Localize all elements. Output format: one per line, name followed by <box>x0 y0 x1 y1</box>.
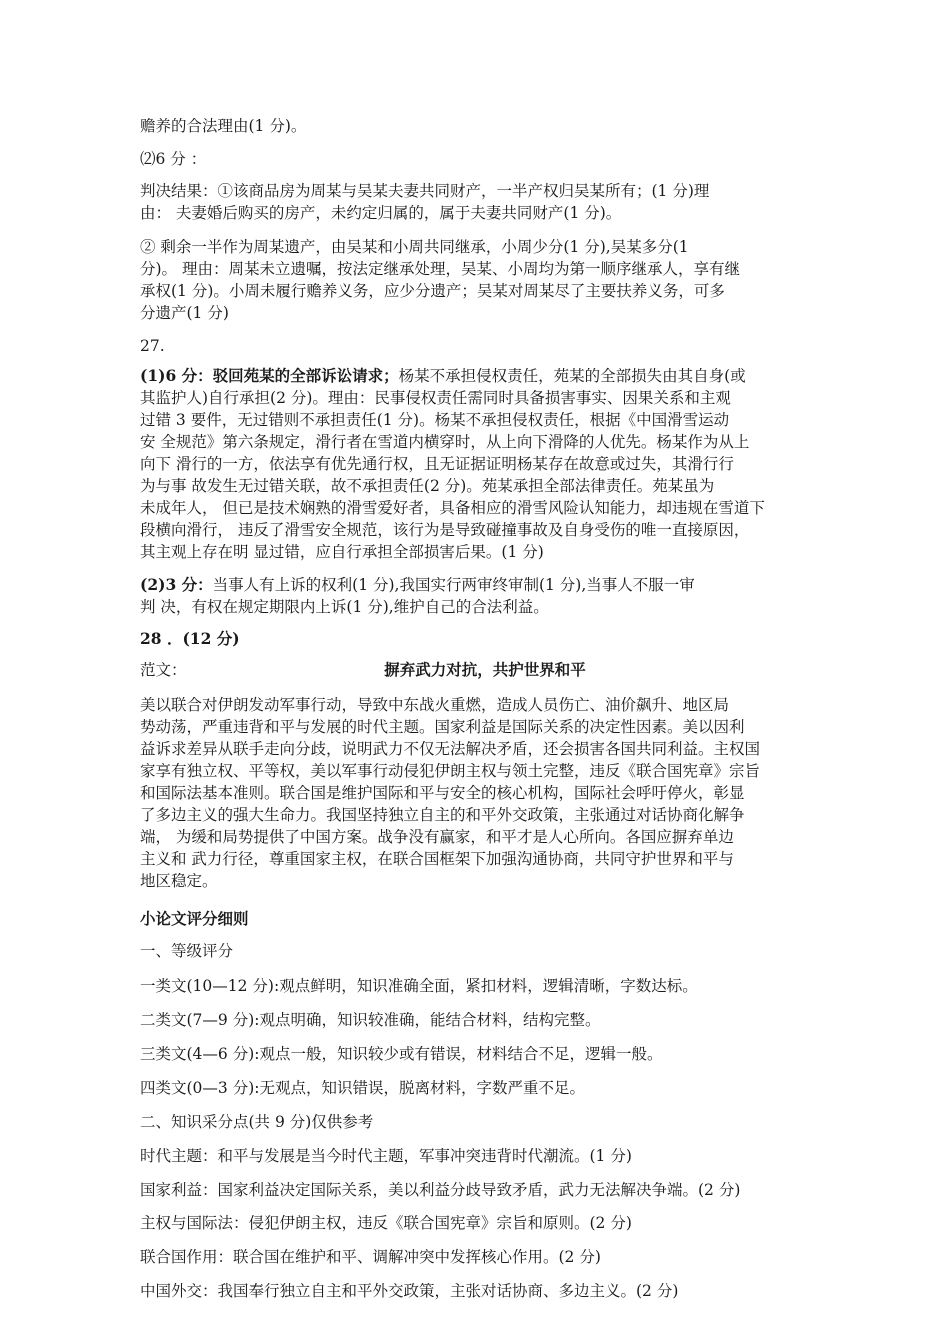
text-line: 三类文(4—6 分):观点一般，知识较少或有错误，材料结合不足，逻辑一般。 <box>140 1045 663 1063</box>
text-line: 四类文(0—3 分):无观点，知识错误，脱离材料，字数严重不足。 <box>140 1079 585 1097</box>
text-line: 家享有独立权、平等权，美以军事行动侵犯伊朗主权与领土完整，违反《联合国宪章》宗旨 <box>140 762 761 780</box>
text-line: 分遗产(1 分) <box>140 304 229 322</box>
text-line: 为与事 故发生无过错关联，故不承担责任(2 分)。苑某承担全部法律责任。苑某虽为 <box>140 477 715 495</box>
text-line: 段横向滑行， 违反了滑雪安全规范，该行为是导致碰撞事故及自身受伤的唯一直接原因， <box>140 521 750 539</box>
text-line: 安 全规范》第六条规定，滑行者在雪道内横穿时，从上向下滑降的人优先。杨某作为从上 <box>140 433 750 451</box>
text-line: 主义和 武力行径，尊重国家主权，在联合国框架下加强沟通协商，共同守护世界和平与 <box>140 850 734 868</box>
question-number: 27. <box>140 337 165 355</box>
text-line: 过错 3 要件，无过错则不承担责任(1 分)。杨某不承担侵权责任，根据《中国滑雪运动 <box>140 411 730 429</box>
text-line: 国家利益：国家利益决定国际关系，美以利益分歧导致矛盾，武力无法解决争端。(2 分) <box>140 1181 741 1199</box>
text-line: 端， 为缓和局势提供了中国方案。战争没有赢家，和平才是人心所向。各国应摒弃单边 <box>140 828 734 846</box>
text-line: 时代主题：和平与发展是当今时代主题，军事冲突违背时代潮流。(1 分) <box>140 1147 632 1165</box>
section-heading: 小论文评分细则 <box>140 909 249 928</box>
text-line: 和国际法基本准则。联合国是维护国际和平与安全的核心机构，国际社会呼吁停火，彰显 <box>140 784 745 802</box>
text-line: 中国外交：我国奉行独立自主和平外交政策，主张对话协商、多边主义。(2 分) <box>140 1282 679 1300</box>
text-line: 二、知识采分点(共 9 分)仅供参考 <box>140 1113 374 1131</box>
essay-title: 摒弃武力对抗，共护世界和平 <box>384 660 586 679</box>
text-line: 一、等级评分 <box>140 942 234 960</box>
text-line: ② 剩余一半作为周某遗产，由吴某和小周共同继承，小周少分(1 分),吴某多分(1 <box>140 238 689 256</box>
text-line: 向下 滑行的一方，依法享有优先通行权，且无证据证明杨某存在故意或过失，其滑行行 <box>140 455 734 473</box>
text-line: 由： 夫妻婚后购买的房产，未约定归属的，属于夫妻共同财产(1 分)。 <box>140 204 622 222</box>
text-line: 二类文(7—9 分):观点明确，知识较准确，能结合材料，结构完整。 <box>140 1011 601 1029</box>
text-line: ⑵6 分 ： <box>140 150 207 168</box>
text-line: 美以联合对伊朗发动军事行动，导致中东战火重燃，造成人员伤亡、油价飙升、地区局 <box>140 696 730 714</box>
text-line: 势动荡，严重违背和平与发展的时代主题。国家利益是国际关系的决定性因素。美以因利 <box>140 718 745 736</box>
bold-lead: (1)6 分：驳回苑某的全部诉讼请求； <box>140 366 399 385</box>
text-line: 联合国作用：联合国在维护和平、调解冲突中发挥核心作用。(2 分) <box>140 1248 601 1266</box>
text-line: 其主观上存在明 显过错，应自行承担全部损害后果。(1 分) <box>140 543 544 561</box>
text-line: 益诉求差异从联手走向分歧，说明武力不仅无法解决矛盾，还会损害各国共同利益。主权国 <box>140 740 761 758</box>
text-tail: 当事人有上诉的权利(1 分),我国实行两审终审制(1 分),当事人不服一审 <box>212 576 695 594</box>
text-line: 承权(1 分)。小周未履行赡养义务，应少分遗产；吴某对周某尽了主要扶养义务，可多 <box>140 282 725 300</box>
text-line: 地区稳定。 <box>140 872 218 890</box>
text-tail: 杨某不承担侵权责任，苑某的全部损失由其自身(或 <box>398 367 746 385</box>
text-line: 判 决，有权在规定期限内上诉(1 分),维护自己的合法利益。 <box>140 598 549 616</box>
text-line: 未成年人， 但已是技术娴熟的滑雪爱好者，具备相应的滑雪风险认知能力，却违规在雪道下 <box>140 499 765 517</box>
text-line: 主权与国际法：侵犯伊朗主权，违反《联合国宪章》宗旨和原则。(2 分) <box>140 1214 632 1232</box>
text-line: 一类文(10—12 分):观点鲜明，知识准确全面，紧扣材料，逻辑清晰，字数达标。 <box>140 977 698 995</box>
bold-lead: (2)3 分： <box>140 575 213 594</box>
text-line: 了多边主义的强大生命力。我国坚持独立自主的和平外交政策，主张通过对话协商化解争 <box>140 806 745 824</box>
question-number: 28 ．(12 分) <box>140 629 240 648</box>
text-line <box>140 574 830 596</box>
text-line <box>140 365 830 387</box>
text-line: 赡养的合法理由(1 分)。 <box>140 117 307 135</box>
text-line: 分)。 理由：周某未立遗嘱，按法定继承处理，吴某、小周均为第一顺序继承人，享有继 <box>140 260 740 278</box>
text-line: 判决结果：①该商品房为周某与吴某夫妻共同财产，一半产权归吴某所有；(1 分)理 <box>140 182 710 200</box>
text-line: 其监护人)自行承担(2 分)。理由：民事侵权责任需同时具备损害事实、因果关系和主观 <box>140 389 731 407</box>
label-fanwen: 范文： <box>140 661 187 679</box>
